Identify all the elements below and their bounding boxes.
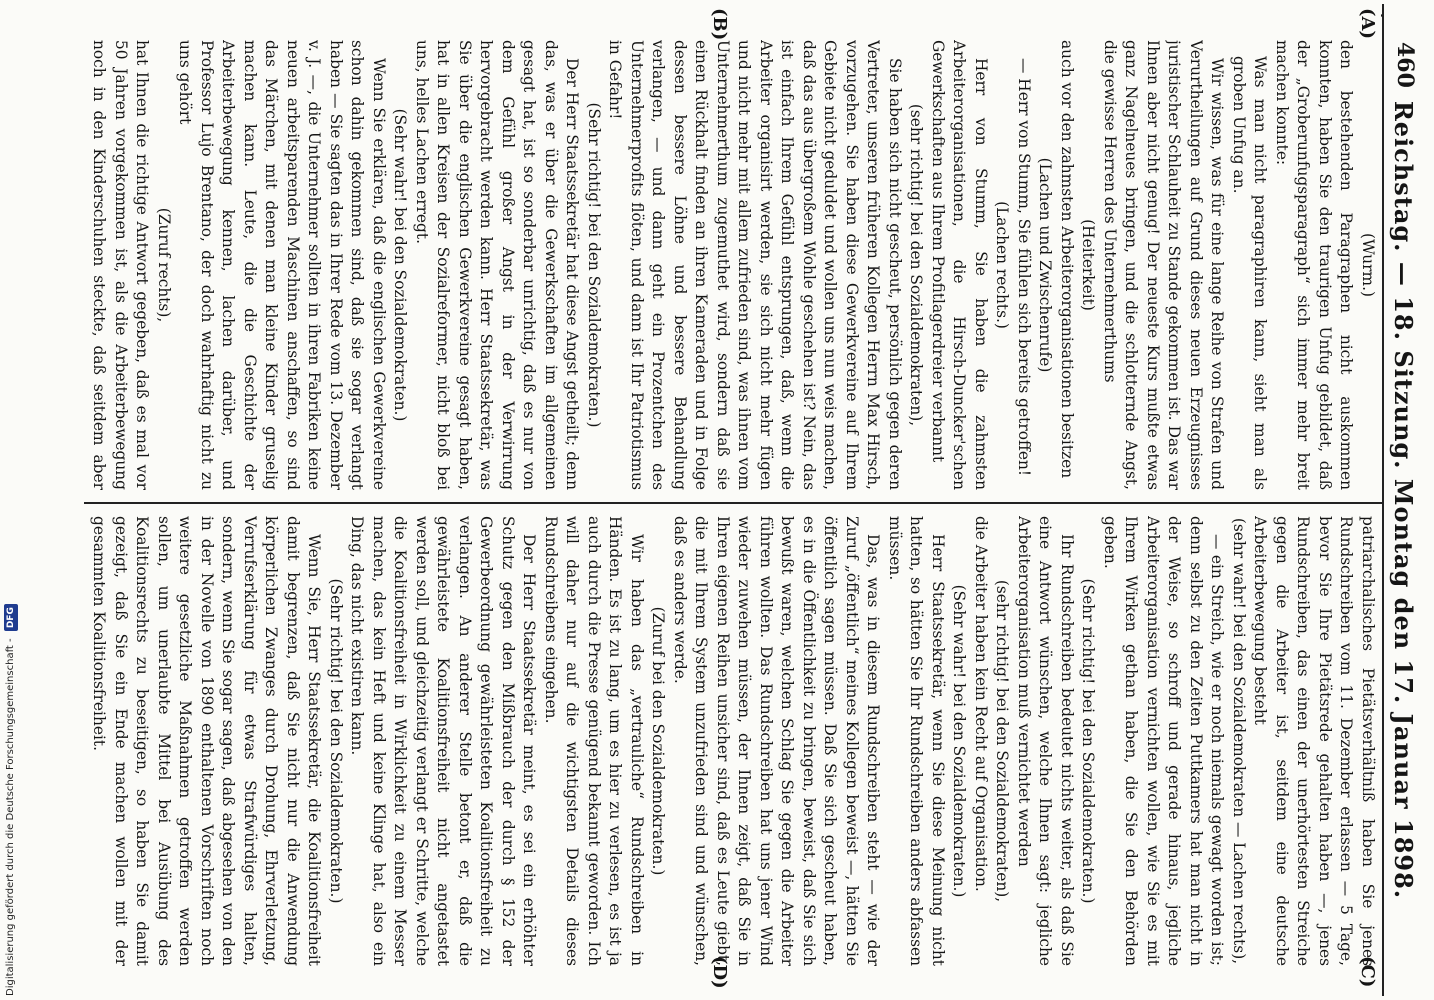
margin-letter-a: (A) bbox=[1357, 8, 1378, 39]
paragraph: Was man nicht paragraphiren kann, sieht man als groben Unfug an. bbox=[1230, 56, 1270, 490]
paragraph: den bestehenden Paragraphen nicht auskommen konnten, haben Sie den traurigen Unfug gebildet, daß der „Groberunfugsparagraph“ sich immer mehr breit machen konnte: bbox=[1273, 40, 1356, 490]
paragraph: — ein Streich, wie er noch niemals gewagt worden ist; denn selbst zu den Zeiten Puttkamers hat man nicht in der Weise, so schroff und gerade hinaus, jegliche Arbeiterorganisation vernichten wollen, wie Sie es mit Ihrem Wirken gethan haben, die Sie den Behörden geben. bbox=[1101, 516, 1227, 966]
paragraph: Der Herr Staatssekretär meint, es sei ein erhöhter Schutz gegen den Mißbrauch der durch § 152 der Gewerbeordnung gewährleisteten Koalitionsfreiheit zu verlangen. An anderer Stelle betont er, daß die gewährleistete Koalitionsfreiheit nicht angetastet werden soll, und gleichzeitig verlangt er Schritte, welche die Koalitionsfreiheit in Wirklichkeit zu einem Messer machen, das kein Heft und keine Klinge hat, also ein Ding, das nicht existiren kann. bbox=[348, 516, 539, 966]
stage-direction: (Heiterkeit) bbox=[1079, 219, 1098, 311]
paragraph: Wenn Sie, Herr Staatssekretär, die Koalitionsfreiheit damit begrenzen, daß Sie nicht nur die Anwendung körperlichen Zwanges durch Drohung, Ehrverletzung, Verrufserklärung für etwas Strafwürdiges halten, sondern, wenn Sie sogar sagen, daß abgesehen von den in der Novelle von 1890 enthaltenen Vorschriften noch weitere gesetzliche Maßnahmen getroffen werden sollen, um unerlaubte Mittel bei Ausübung des Koalitionsrechts zu beseitigen, so haben Sie damit gezeigt, daß Sie ein Ende machen wollen mit der gesammten Koalitionsfreiheit. bbox=[90, 516, 324, 966]
stage-direction: (Sehr richtig! bei den Sozialdemokraten.) bbox=[327, 578, 345, 904]
digitization-footer bbox=[4, 0, 18, 996]
paragraph: Wir wissen, was für eine lange Reihe von Strafen und Verurtheilungen auf Grund dieses neuen Erzeugnisses juristischer Schlauheit zu Stande gekommen ist. Das war Ihnen aber nicht genug! Der neueste Kurs mußte etwas ganz Nagelneues bringen, und die schlotternde Angst, die gewisse Herren des Unternehmerthums bbox=[1101, 40, 1227, 490]
paragraph: die Arbeiter haben kein Recht auf Organisation. bbox=[972, 516, 990, 892]
paragraph: Ihr Rundschreiben bedeutet nichts weiter, als daß Sie eine Antwort wünschen, welche Ihnen sagt: jegliche Arbeiterorganisation muß vernichtet werden bbox=[1015, 516, 1076, 966]
paragraph: hat Ihnen die richtige Antwort gegeben, daß es mal vor 50 Jahren vorgekommen ist, als die Arbeiterbewegung noch in den Kinderschuhen steckte, daß seitdem aber bbox=[90, 40, 152, 490]
stage-direction: (Sehr richtig! bei den Sozialdemokraten.) bbox=[1079, 578, 1098, 904]
left-text-column bbox=[86, 40, 1378, 490]
paragraph: auch vor den zahmsten Arbeiterorganisationen besitzen bbox=[1058, 40, 1076, 479]
stage-direction: (Sehr wahr! bei den Sozialdemokraten.) bbox=[391, 108, 410, 422]
paragraph: Der Herr Staatssekretär hat diese Angst getheilt; denn das, was er über die Gewerkschaften im allgemeinen gesagt hat, ist so sonderbar unrichtig, daß es nur von dem Gefühl großer Angst in der Verwirrung hervorgebracht werden kann. Herr Staatssekretär, was Sie über die englischen Gewerkvereine gesagt haben, hat in allen Kreisen der Sozialreformer, nicht bloß bei uns, helles Lachen erregt. bbox=[413, 40, 582, 490]
stage-direction: (sehr wahr! bei den Sozialdemokraten — Lachen rechts), bbox=[1230, 517, 1248, 965]
margin-letter-d: (D) bbox=[709, 956, 730, 989]
stage-direction: (sehr richtig! bei den Sozialdemokraten), bbox=[907, 103, 926, 427]
page-number: 460 bbox=[1392, 42, 1418, 88]
stage-direction: (Zuruf rechts), bbox=[155, 207, 173, 323]
rotated-page bbox=[80, 4, 1420, 996]
stage-direction: (Lachen rechts.) bbox=[993, 201, 1012, 329]
paragraph: Wir haben das „vertrauliche“ Rundschreiben in Händen. Es ist zu lang, um es hier zu verlesen, es ist ja auch durch die Presse genügend bekannt geworden. Ich will daher nur auf die wichtigsten Details dieses Rundschreibens eingehen. bbox=[542, 516, 646, 966]
stage-direction: (Sehr wahr! bei den Sozialdemokraten.) bbox=[950, 584, 969, 898]
margin-letter-b: (B) bbox=[709, 8, 730, 41]
paragraph: patriarchalisches Pietätsverhältniß haben Sie jenes Rundschreiben vom 11. Dezember erlassen — 5 Tage, bevor Sie Ihre Pietätsrede gehalten haben —, jenes Rundschreiben, das einen der unerhörtesten Streiche gegen die Arbeiter ist, seitdem eine deutsche Arbeiterbewegung besteht bbox=[1251, 516, 1377, 966]
paragraph: — Herr von Stumm, Sie fühlen sich bereits getroffen! bbox=[1015, 58, 1033, 477]
margin-letter-c: (C) bbox=[1357, 956, 1378, 988]
stage-direction bbox=[86, 516, 88, 966]
paragraph: Herr Staatssekretär, wenn Sie diese Meinung nicht hatten, so hätten Sie Ihr Rundschreiben anders abfassen müssen. bbox=[886, 516, 947, 966]
dfg-logo: DFG bbox=[4, 604, 18, 631]
column-divider bbox=[84, 502, 1384, 504]
paragraph: Herr von Stumm, Sie haben die zahmsten Arbeiterorganisationen, die Hirsch-Duncker'schen Gewerkschaften aus Ihrem Profitlagerdreier verbannt bbox=[929, 40, 990, 490]
stage-direction: (Wurm.) bbox=[1359, 233, 1377, 297]
stage-direction: (Sehr richtig! bei den Sozialdemokraten.) bbox=[585, 102, 603, 428]
stage-direction: (Lachen und Zwischenrufe) bbox=[1036, 157, 1055, 373]
paragraph: Wenn Sie erklären, daß die englischen Gewerkvereine schon dahin gekommen sind, daß sie sogar verlangt haben — Sie sagten das in Ihrer Rede vom 13. Dezember v. J. —, die Unternehmer sollten in ihren Fabriken keine neuen arbeitsparenden Maschinen anschaffen, so sind das Märchen, mit denen man kleine Kinder gruselig machen kann. Leute, die die Geschichte der Arbeiterbewegung kennen, lachen darüber, und Professor Lujo Brentano, der doch wahrhaftig nicht zu uns gehört bbox=[176, 40, 388, 490]
paragraph: Sie haben sich nicht gescheut, persönlich gegen deren Vertreter, unseren früheren Kollegen Herrn Max Hirsch, vorzugehen. Sie haben diese Gewerkvereine auf Ihrem Gebiete nicht geduldet und wollen uns nun weis machen, daß das aus übergroßem Wohle geschehen ist? Nein, das ist einfach Ihrem Gefühl entsprungen, daß, wenn die Arbeiter organisirt werden, sie sich nicht mehr fügen und nicht mehr mit allem zufrieden sind, was ihnen vom Unternehmerthum zugemuthet wird, sondern daß sie einen Rückhalt finden an ihren Kameraden und in Folge dessen bessere Löhne und bessere Behandlung verlangen, — und dann geht ein Prozentchen des Unternehmerprofits flöten, und dann ist Ihr Patriotismus in Gefahr! bbox=[606, 40, 904, 490]
right-text-column bbox=[86, 516, 1378, 966]
page-header bbox=[1382, 4, 1420, 996]
stage-direction: (sehr richtig! bei den Sozialdemokraten), bbox=[993, 579, 1012, 903]
digitization-note: Digitalisierung gefördert durch die Deutsche Forschungsgemeinschaft - bbox=[5, 638, 16, 996]
stage-direction: (Zuruf bei den Sozialdemokraten.) bbox=[649, 606, 668, 876]
running-title: Reichstag. — 18. Sitzung. Montag den 17. Januar 1898. bbox=[1389, 100, 1418, 900]
paragraph: Das, was in diesem Rundschreiben steht — wie der Zuruf „öffentlich“ meines Kollegen beweist —, hätten Sie öffentlich sagen müssen. Daß Sie sich gescheut haben, es in die Öffentlichkeit zu bringen, beweist, daß Sie sich bewußt waren, welchen Schlag Sie gegen die Arbeiter führen wollten. Das Rundschreiben hat uns jener Wind wieder zuwehen müssen, der Ihnen zeigt, daß Sie in Ihren eigenen Reihen unsicher sind, daß es Leute giebt, die mit Ihrem System unzufrieden sind und wünschen, daß es anders werde. bbox=[671, 516, 883, 966]
